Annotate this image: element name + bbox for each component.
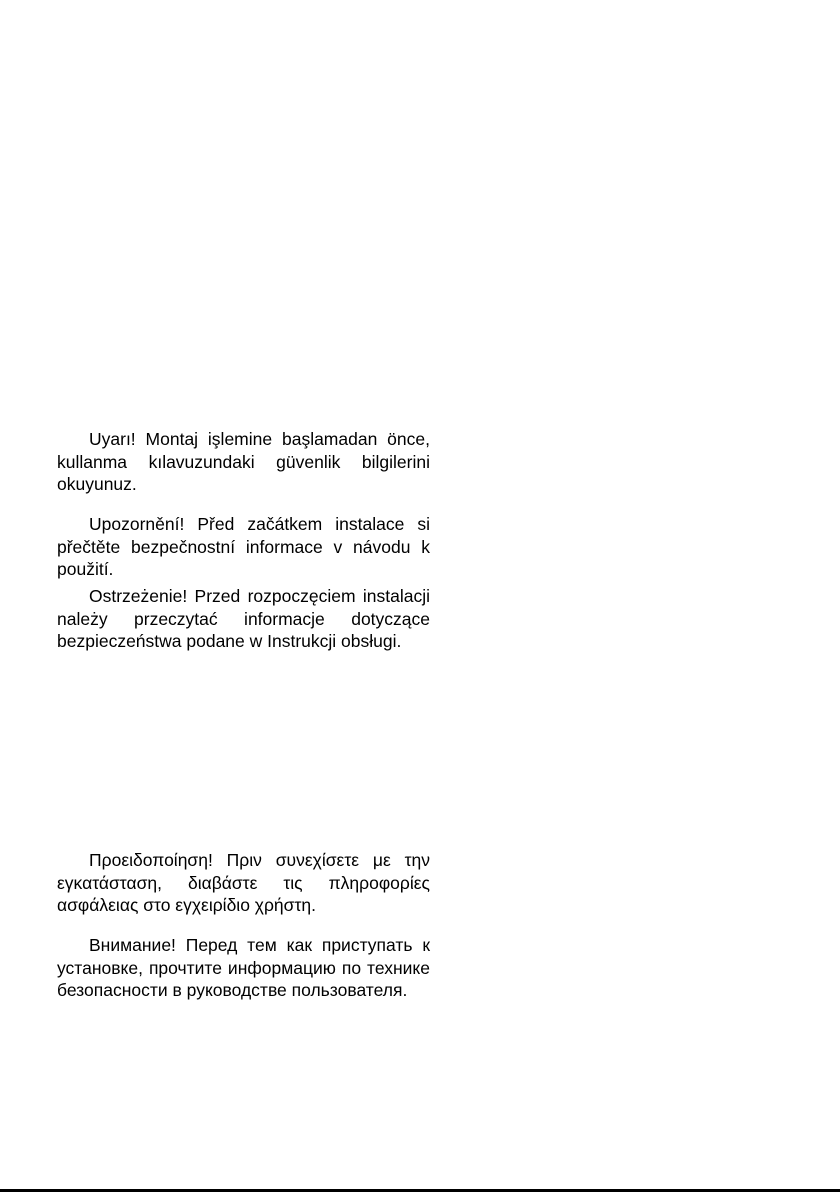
warning-turkish: Uyarı! Montaj işlemine başlamadan önce, kullanma kılavuzundaki güvenlik bilgilerini okuyunuz.	[57, 429, 430, 494]
warning-russian: Внимание! Перед тем как приступать к установке, прочтите информацию по технике безопасности в руководстве пользователя.	[57, 935, 430, 1000]
warning-greek: Προειδοποίηση! Πριν συνεχίσετε με την εγκατάσταση, διαβάστε τις πληροφορίες ασφάλειας στο εγχειρίδιο χρήστη.	[57, 850, 430, 915]
warning-polish: Ostrzeżenie! Przed rozpoczęciem instalacji należy przeczytać informacje dotyczące bezpieczeństwa podane w Instrukcji obsługi.	[57, 586, 430, 651]
warning-czech: Upozornění! Před začátkem instalace si přečtěte bezpečnostní informace v návodu k použití.	[57, 514, 430, 579]
